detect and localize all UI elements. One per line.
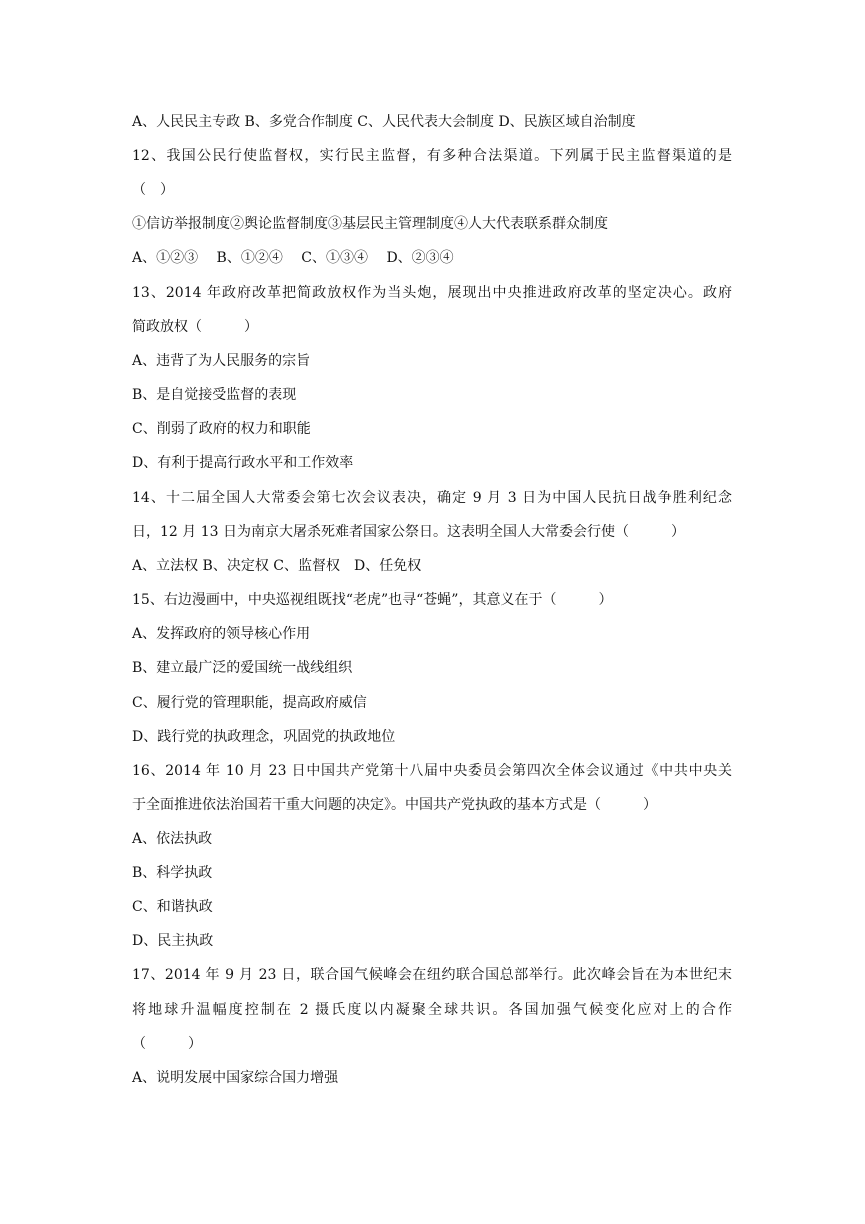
q15-option-d: D、践行党的执政理念，巩固党的执政地位 [132, 729, 396, 745]
q16-option-d: D、民主执政 [132, 933, 214, 949]
q14-stem-line1: 14、十二届全国人大常委会第七次会议表决，确定 9 月 3 日为中国人民抗日战争胜利纪念 [132, 490, 732, 506]
q12-blank: （ ） [132, 182, 174, 198]
q17-stem-line2: 将地球升温幅度控制在 2 摄氏度以内凝聚全球共识。各国加强气候变化应对上的合作 [132, 1002, 732, 1018]
q13-stem-line2: 简政放权（ ） [132, 319, 258, 335]
q12-stem-line1: 12、我国公民行使监督权，实行民主监督，有多种合法渠道。下列属于民主监督渠道的是 [132, 148, 732, 164]
q14-stem-line2: 日，12 月 13 日为南京大屠杀死难者国家公祭日。这表明全国人大常委会行使（ ） [132, 524, 685, 540]
q12-options: A、①②③ B、①②④ C、①③④ D、②③④ [132, 250, 454, 266]
q16-stem-line2: 于全面推进依法治国若干重大问题的决定》。中国共产党执政的基本方式是（ ） [132, 797, 657, 813]
q17-blank: （ ） [132, 1036, 202, 1052]
q17-stem-line1: 17、2014 年 9 月 23 日，联合国气候峰会在纽约联合国总部举行。此次峰会旨在为本世纪末 [132, 967, 732, 983]
q13-option-d: D、有利于提高行政水平和工作效率 [132, 455, 354, 471]
q16-option-b: B、科学执政 [132, 865, 213, 881]
q12-items: ①信访举报制度②舆论监督制度③基层民主管理制度④人大代表联系群众制度 [132, 216, 608, 232]
q16-option-a: A、依法执政 [132, 831, 213, 847]
q17-option-a: A、说明发展中国家综合国力增强 [132, 1070, 339, 1086]
q11-options: A、人民民主专政 B、多党合作制度 C、人民代表大会制度 D、民族区域自治制度 [132, 114, 636, 130]
q15-option-c: C、履行党的管理职能，提高政府威信 [132, 695, 367, 711]
q15-option-a: A、发挥政府的领导核心作用 [132, 626, 311, 642]
q15-option-b: B、建立最广泛的爱国统一战线组织 [132, 660, 353, 676]
q15-stem: 15、右边漫画中，中央巡视组既找“老虎”也寻“苍蝇”，其意义在于（ ） [132, 592, 613, 608]
q14-options: A、立法权 B、决定权 C、监督权 D、任免权 [132, 558, 422, 574]
q13-option-a: A、违背了为人民服务的宗旨 [132, 353, 311, 369]
q13-stem-line1: 13、2014 年政府改革把简政放权作为当头炮，展现出中央推进政府改革的坚定决心。政府 [132, 285, 732, 301]
q16-stem-line1: 16、2014 年 10 月 23 日中国共产党第十八届中央委员会第四次全体会议通过《中共中央关 [132, 763, 732, 779]
q13-option-c: C、削弱了政府的权力和职能 [132, 421, 311, 437]
q16-option-c: C、和谐执政 [132, 899, 213, 915]
q13-option-b: B、是自觉接受监督的表现 [132, 387, 297, 403]
